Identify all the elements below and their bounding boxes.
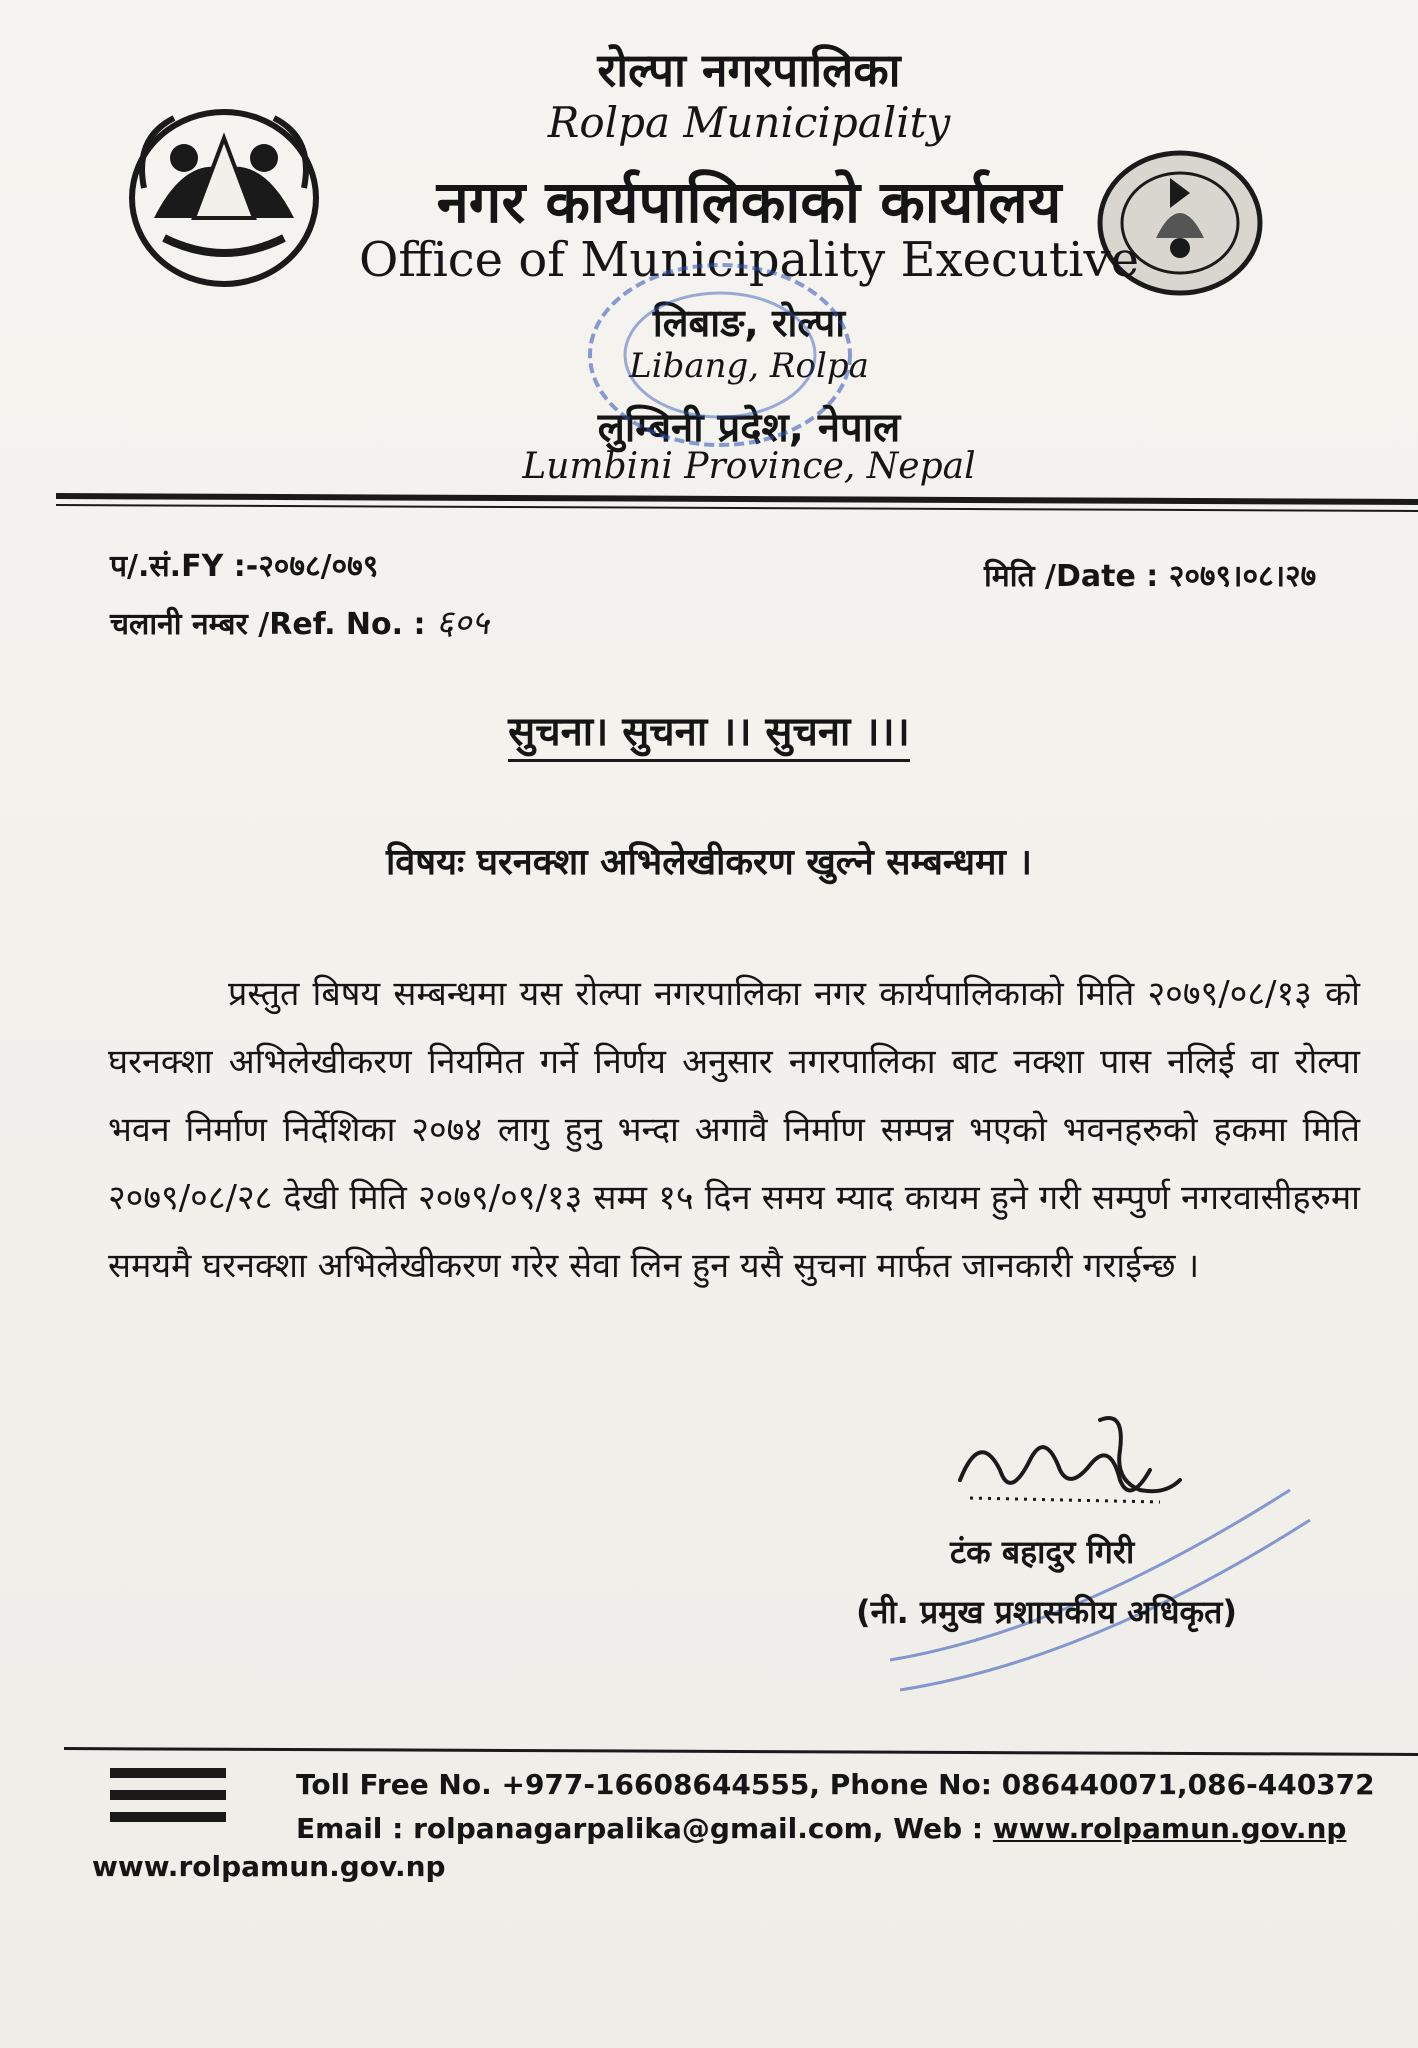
office-name-english: Office of Municipality Executive: [358, 232, 1140, 288]
reference-value: ६०५: [435, 603, 489, 643]
email-label: Email :: [296, 1812, 414, 1845]
date-value: २०७९।०८।२७: [1168, 559, 1317, 594]
web-label: , Web :: [872, 1812, 993, 1845]
fiscal-year-label: प/.सं.FY :-: [110, 549, 259, 584]
reference-label: चलानी नम्बर /Ref. No. :: [110, 607, 426, 642]
signatory-name: टंक बहादुर गिरी: [950, 1533, 1135, 1571]
date-label: मिति /Date :: [984, 559, 1159, 594]
fiscal-year: [110, 544, 378, 585]
municipality-name-nepali: रोल्पा नगरपालिका: [597, 43, 901, 97]
website-link[interactable]: www.rolpamun.gov.np: [992, 1812, 1347, 1845]
province-english: Lumbini Province, Nepal: [522, 446, 976, 487]
office-stamp-icon: [560, 250, 880, 460]
reference-number: [110, 598, 489, 644]
municipality-name-english: Rolpa Municipality: [547, 98, 951, 147]
fiscal-year-value: २०७८/०७९: [258, 549, 379, 584]
signatory-stamp-icon: [870, 1460, 1320, 1700]
notice-subject: विषयः घरनक्शा अभिलेखीकरण खुल्ने सम्बन्धमा ।: [385, 842, 1033, 883]
signatory-title: (नी. प्रमुख प्रशासकीय अधिकृत): [856, 1593, 1237, 1631]
footer-website-logo-text: www.rolpamun.gov.np: [92, 1850, 446, 1883]
notice-body: प्रस्तुत बिषय सम्बन्धमा यस रोल्पा नगरपालिका नगर कार्यपालिकाको मिति २०७९/०८/१३ को घरनक्शा अभिलेखीकरण नियमित गर्ने निर्णय अनुसार नगरपालिका बाट नक्शा पास नलिई वा रोल्पा भवन निर्माण निर्देशिका २०७४ लागु हुनु भन्दा अगावै निर्माण सम्पन्न भएको भवनहरुको हकमा मिति २०७९/०८/२८ देखी मिति २०७९/०९/१३ सम्म १५ दिन समय म्याद कायम हुने गरी सम्पुर्ण नगरवासीहरुमा समयमै घरनक्शा अभिलेखीकरण गरेर सेवा लिन हुन यसै सुचना मार्फत जानकारी गराईन्छ ।: [108, 974, 1360, 1286]
place-nepali: लिबाङ, रोल्पा: [652, 301, 846, 345]
office-name-nepali: नगर कार्यपालिकाको कार्यालय: [436, 168, 1062, 236]
footer-phone: Toll Free No. +977-16608644555, Phone No: 086440071,086-440372: [296, 1768, 1375, 1801]
province-nepali: लुम्बिनी प्रदेश, नेपाल: [597, 405, 901, 451]
email-address[interactable]: rolpanagarpalika@gmail.com: [413, 1812, 873, 1845]
letter-date: [984, 554, 1316, 595]
footer-contact: [296, 1812, 1346, 1845]
footer-divider: [64, 1747, 1418, 1756]
notice-heading: [0, 702, 1418, 757]
header-divider: [56, 493, 1418, 505]
footer-logo-bars-icon: [110, 1768, 226, 1834]
notice-heading-text: सुचना। सुचना ।। सुचना ।।।: [508, 709, 910, 762]
place-english: Libang, Rolpa: [629, 346, 869, 386]
header-divider-thin: [56, 504, 1418, 512]
